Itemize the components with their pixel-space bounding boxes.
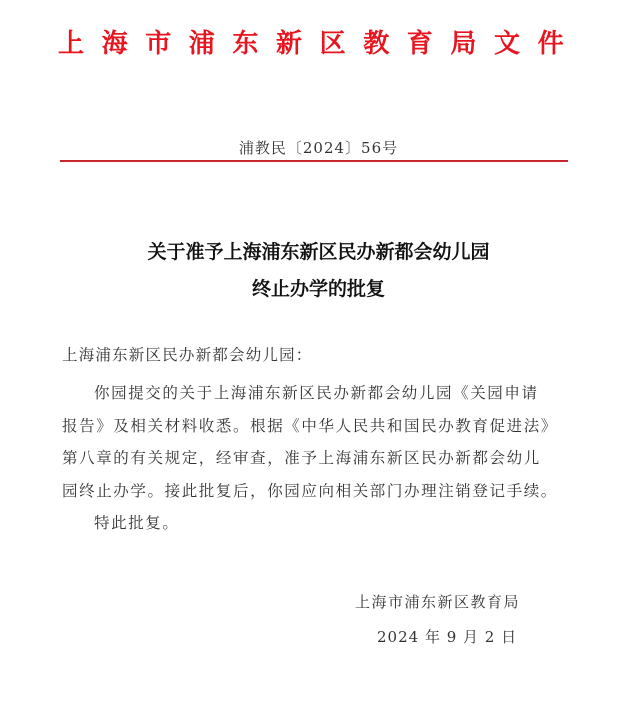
signature-issuer: 上海市浦东新区教育局 [355, 593, 521, 611]
document-title-line-1: 关于准予上海浦东新区民办新都会幼儿园 [147, 241, 490, 263]
body-line: 园终止办学。接此批复后，你园应向相关部门办理注销登记手续。 [62, 481, 558, 500]
document-body [62, 377, 572, 540]
document-number: 浦教民〔2024〕56号 [238, 139, 399, 157]
issuer-header-title: 上海市浦东新区教育局文件 [58, 29, 582, 59]
document-title-line-2: 终止办学的批复 [251, 278, 385, 300]
signature-date: 2024 年 9 月 2 日 [377, 628, 518, 646]
red-divider-rule [60, 160, 568, 162]
document-title [0, 234, 637, 308]
body-line: 你园提交的关于上海浦东新区民办新都会幼儿园《关园申请 [94, 384, 539, 402]
body-closing: 特此批复。 [94, 514, 180, 532]
body-line: 第八章的有关规定，经审查，准予上海浦东新区民办新都会幼儿 [62, 449, 541, 467]
addressee: 上海浦东新区民办新都会幼儿园： [62, 346, 313, 364]
body-paragraph-1 [62, 377, 572, 507]
body-line: 报告》及相关材料收悉。根据《中华人民共和国民办教育促进法》 [62, 416, 558, 435]
